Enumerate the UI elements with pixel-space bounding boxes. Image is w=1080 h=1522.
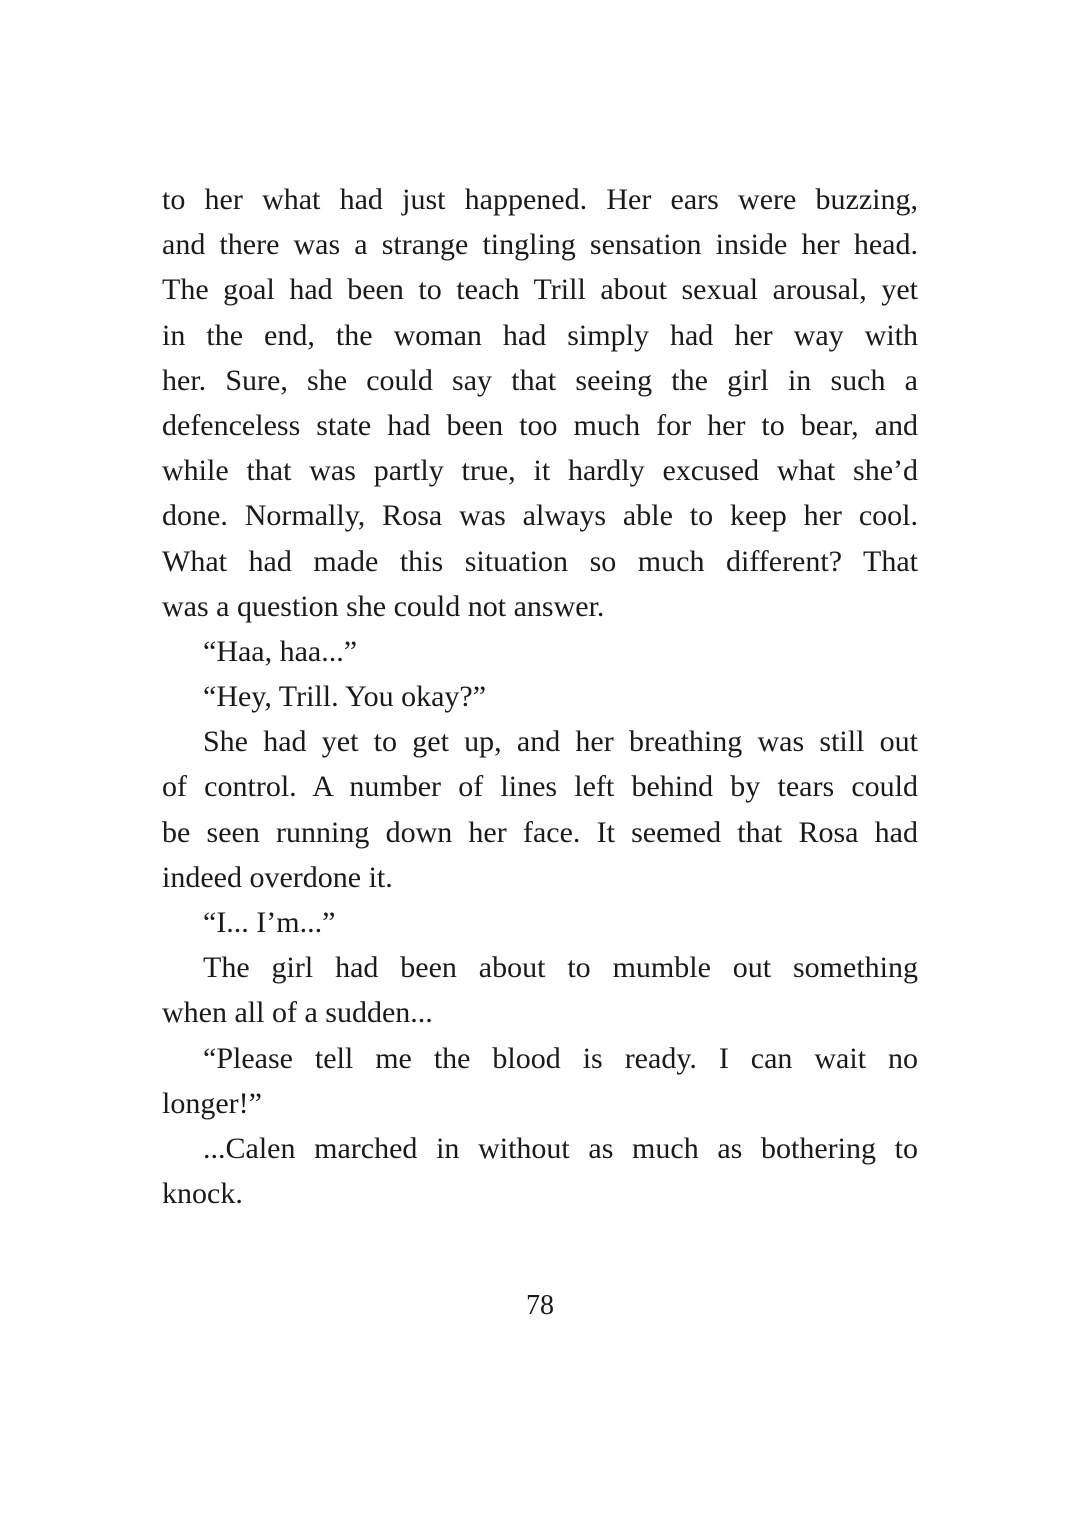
text-line: and there was a strange tingling sensation inside her head. xyxy=(162,228,918,262)
text-line: done. Normally, Rosa was always able to keep her cool. xyxy=(162,499,918,533)
text-line: while that was partly true, it hardly excused what she’d xyxy=(162,454,918,488)
text-line: was a question she could not answer. xyxy=(162,589,605,623)
text-line: be seen running down her face. It seemed that Rosa had xyxy=(162,815,918,849)
text-line: What had made this situation so much different? That xyxy=(162,544,918,578)
text-line: She had yet to get up, and her breathing was still out xyxy=(203,725,918,759)
text-line: indeed overdone it. xyxy=(162,860,393,894)
text-line: ...Calen marched in without as much as bothering to xyxy=(203,1131,918,1165)
text-line: when all of a sudden... xyxy=(162,996,433,1030)
text-line: in the end, the woman had simply had her way with xyxy=(162,318,918,352)
text-line: knock. xyxy=(162,1177,243,1211)
text-line: longer!” xyxy=(162,1086,262,1120)
text-line: The goal had been to teach Trill about sexual arousal, yet xyxy=(162,273,918,307)
text-line: of control. A number of lines left behind by tears could xyxy=(162,770,918,804)
body-text xyxy=(162,177,918,1216)
text-line: “Hey, Trill. You okay?” xyxy=(203,680,487,714)
text-line: “Please tell me the blood is ready. I can wait no xyxy=(203,1041,918,1075)
text-line: “Haa, haa...” xyxy=(203,634,358,668)
page-number: 78 xyxy=(526,1290,554,1321)
text-line: her. Sure, she could say that seeing the girl in such a xyxy=(162,363,918,397)
text-line: “I... I’m...” xyxy=(203,906,336,939)
text-line: defenceless state had been too much for her to bear, and xyxy=(162,408,918,442)
text-line: to her what had just happened. Her ears were buzzing, xyxy=(162,183,918,216)
text-line: The girl had been about to mumble out something xyxy=(203,951,918,985)
